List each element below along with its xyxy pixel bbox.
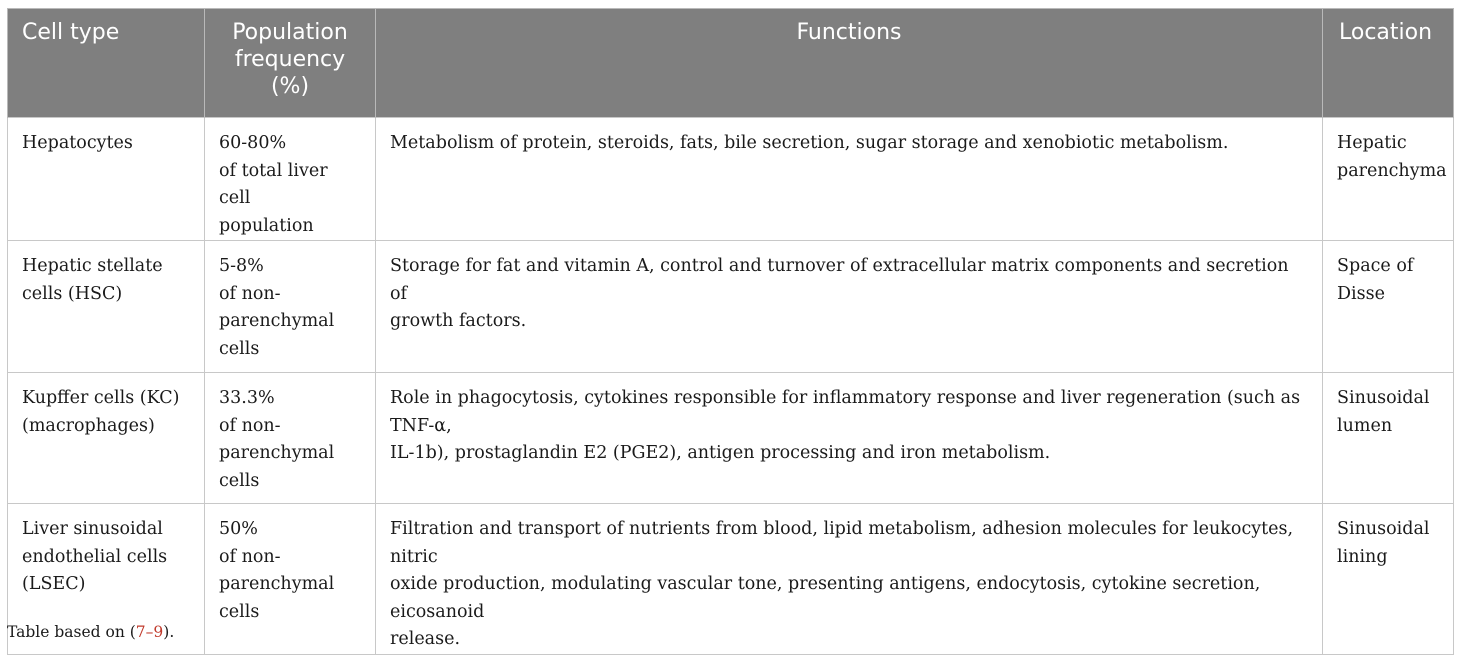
cell-text-line: Disse — [1337, 283, 1385, 304]
cell-text-line: Liver sinusoidal — [22, 519, 163, 539]
cell-text-line: population — [219, 215, 314, 236]
table-footnote — [7, 623, 174, 641]
cell-text-line: Hepatocytes — [22, 133, 133, 153]
frequency-cell — [205, 373, 376, 504]
cell-text-line: lining — [1337, 546, 1388, 567]
cell-text-line: parenchyma — [1337, 160, 1447, 181]
frequency-cell — [205, 118, 376, 241]
cell-text-line: release. — [390, 629, 461, 649]
cell-text-line: Storage for fat and vitamin A, control and turnover of extracellular matrix components and secretion of — [390, 256, 1289, 304]
cell-text-line: cells — [219, 601, 260, 622]
functions-cell — [376, 373, 1323, 504]
header-population-frequency — [205, 9, 376, 118]
cell-text-line: 50% — [219, 519, 258, 539]
location-cell — [1323, 241, 1454, 373]
cell-text-line: of non- — [219, 415, 281, 436]
cell-text-line: Space of — [1337, 256, 1414, 276]
header-population-frequency-line: frequency — [234, 47, 346, 72]
table-row — [8, 504, 1454, 655]
cell-text-line: cells — [219, 470, 260, 491]
cell-text-line: (macrophages) — [22, 415, 155, 436]
location-cell — [1323, 373, 1454, 504]
cell-text-line: Role in phagocytosis, cytokines responsible for inflammatory response and liver regeneration (such as TNF-α, — [390, 388, 1301, 436]
table-header — [8, 9, 1454, 118]
table-body — [8, 118, 1454, 655]
cell-text-line: growth factors. — [390, 311, 527, 331]
location-cell — [1323, 118, 1454, 241]
footnote-reference-link[interactable]: 7–9 — [135, 623, 164, 641]
cell-text-line: Kupffer cells (KC) — [22, 388, 180, 408]
table-row — [8, 241, 1454, 373]
cell-text-line: Sinusoidal — [1337, 519, 1430, 539]
frequency-cell — [205, 241, 376, 373]
cell-text-line: 60-80% — [219, 133, 287, 153]
cell-text-line: oxide production, modulating vascular tone, presenting antigens, endocytosis, cytokine secretion, eicosanoid — [390, 574, 1261, 622]
cell-text-line: (LSEC) — [22, 574, 86, 594]
cell-text-line: of non- — [219, 283, 281, 304]
header-population-frequency-line: Population — [232, 20, 348, 45]
cell-text-line: of total liver cell — [219, 160, 328, 208]
table-row — [8, 118, 1454, 241]
cell-text-line: cells — [219, 338, 260, 359]
cell-text-line: Sinusoidal — [1337, 388, 1430, 408]
table-row — [8, 373, 1454, 504]
cell-text-line: parenchymal — [219, 574, 335, 594]
cell-text-line: parenchymal — [219, 311, 335, 331]
cell-type-cell — [8, 118, 205, 241]
cell-type-cell — [8, 373, 205, 504]
header-population-frequency-line: (%) — [270, 74, 310, 99]
functions-cell — [376, 504, 1323, 655]
functions-cell — [376, 241, 1323, 373]
cell-text-line: IL-1b), prostaglandin E2 (PGE2), antigen processing and iron metabolism. — [390, 443, 1051, 463]
cell-text-line: 5-8% — [219, 256, 264, 276]
footnote-suffix: ). — [163, 623, 175, 641]
cell-text-line: Hepatic — [1337, 133, 1407, 153]
cell-types-table — [7, 8, 1454, 655]
cell-text-line: Hepatic stellate — [22, 256, 163, 276]
cell-text-line: cells (HSC) — [22, 283, 123, 304]
cell-text-line: 33.3% — [219, 388, 275, 408]
cell-text-line: Metabolism of protein, steroids, fats, bile secretion, sugar storage and xenobiotic metabolism. — [390, 133, 1229, 153]
cell-type-cell — [8, 241, 205, 373]
location-cell — [1323, 504, 1454, 655]
header-location: Location — [1323, 9, 1454, 118]
cell-text-line: parenchymal — [219, 443, 335, 463]
cell-text-line: of non- — [219, 546, 281, 567]
footnote-prefix: Table based on ( — [7, 623, 136, 641]
header-functions: Functions — [376, 9, 1323, 118]
header-row — [8, 9, 1454, 118]
cell-text-line: endothelial cells — [22, 546, 168, 567]
cell-text-line: Filtration and transport of nutrients from blood, lipid metabolism, adhesion molecules for leukocytes, nitric — [390, 519, 1294, 567]
header-cell-type: Cell type — [8, 9, 205, 118]
functions-cell — [376, 118, 1323, 241]
frequency-cell — [205, 504, 376, 655]
cell-text-line: lumen — [1337, 415, 1393, 436]
